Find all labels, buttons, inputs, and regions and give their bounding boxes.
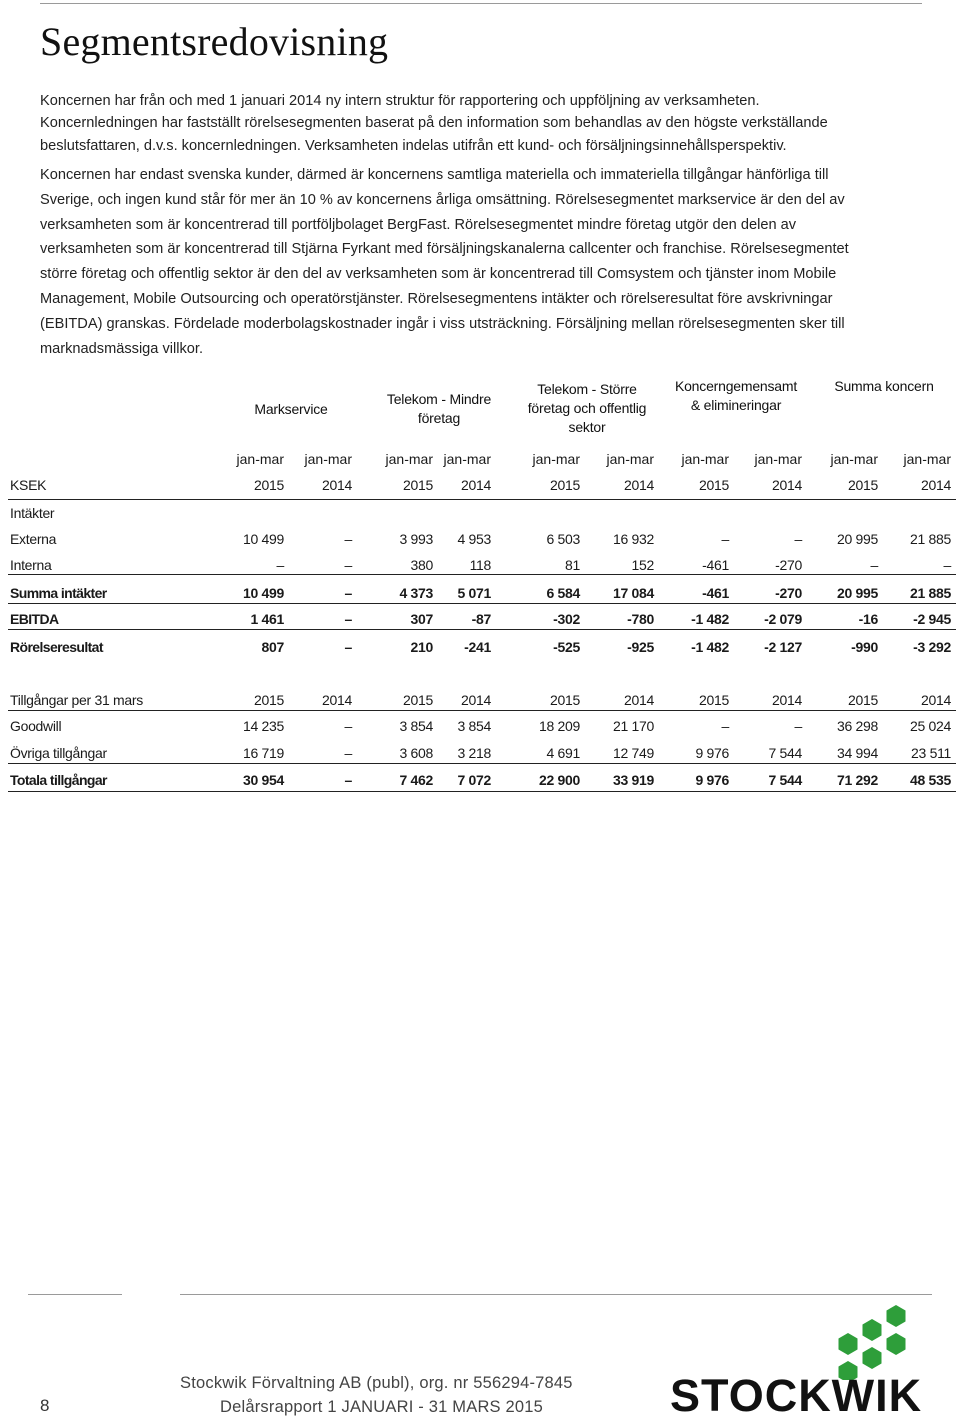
value-cell: 2015 [848,692,878,708]
value-cell: -3 292 [913,639,951,655]
value-cell: – [344,585,352,601]
value-cell: 2014 [921,692,951,708]
value-cell: 2015 [550,692,580,708]
value-cell: 3 993 [399,531,433,547]
value-cell: -525 [553,639,580,655]
value-cell: 2015 [699,692,729,708]
row-label: Intäkter [10,505,55,521]
row-label: Rörelseresultat [10,639,103,655]
value-cell: 16 932 [612,531,654,547]
value-cell: 3 854 [457,718,491,734]
intro-line: beslutsfattaren, d.v.s. koncernledningen. Verksamheten indelas utifrån ett kund- och försäljningsinnehållsperspektiv. [40,137,787,154]
value-cell: – [344,557,352,573]
value-cell: – [276,557,284,573]
table-rule [8,603,956,604]
body-line: marknadsmässiga villkor. [40,340,204,357]
logo-hexagon [863,1319,882,1341]
segment-header-line: Koncerngemensamt [674,378,798,394]
value-cell: 2015 [254,692,284,708]
row-label: Interna [10,557,52,573]
value-cell: 4 373 [399,585,433,601]
body-line: större företag och offentlig sektor är den del av verksamheten som är koncentrerad till Comsystem och tjänster inom Mobile [40,266,837,283]
value-cell: 307 [410,611,433,627]
body-line: Sverige, och ingen kund står för mer än 10 % av koncernens årliga omsättning. Rörelsesegmentet markservice är den del av [40,191,845,208]
segment-header-line: företag [417,410,461,426]
value-cell: 2014 [624,692,654,708]
value-cell: 2014 [624,477,654,493]
period-cell: jan-mar [830,451,878,467]
value-cell: -461 [702,557,729,573]
footer-rule-right [180,1294,932,1295]
value-cell: 9 976 [695,772,729,788]
segment-header-line: Telekom - Större [537,381,637,397]
table-rule [8,574,956,575]
body-line: verksamheten som är koncentrerad till Stjärna Fyrkant med försäljningskanalerna callcenter och franchise. Rörelsesegmentet [40,241,849,258]
value-cell: 30 954 [242,772,284,788]
value-cell: 2014 [921,477,951,493]
intro-line: Koncernen har från och med 1 januari 2014 ny intern struktur för rapportering och uppföljning av verksamheten. [40,93,760,109]
value-cell: 1 461 [250,611,284,627]
row-label: KSEK [10,477,47,493]
value-cell: – [794,531,802,547]
value-cell: 5 071 [457,585,491,601]
value-cell: – [344,611,352,627]
value-cell: -990 [851,639,878,655]
value-cell: 17 084 [612,585,654,601]
row-label: Summa intäkter [10,585,107,601]
value-cell: 210 [410,639,433,655]
value-cell: 118 [469,557,491,573]
value-cell: – [794,718,802,734]
segment-header [507,380,667,437]
value-cell: – [344,639,352,655]
value-cell: -2 079 [764,611,802,627]
row-label: Goodwill [10,718,62,734]
value-cell: 9 976 [695,745,729,761]
footer-company: Stockwik Förvaltning AB (publ), org. nr 556294-7845 [180,1374,573,1392]
segment-header [211,400,371,419]
value-cell: – [344,718,352,734]
body-line: (EBITDA) granskas. Fördelade moderbolagskostnader ingår i viss utsträckning. Försäljning mellan rörelsesegmenten sker till [40,315,845,332]
table-rule [8,791,956,792]
value-cell: 36 298 [836,718,878,734]
segment-header-line: Summa koncern [834,378,934,394]
value-cell: 2015 [403,692,433,708]
value-cell: -1 482 [691,611,729,627]
segment-header-line: företag och offentlig [527,400,647,416]
value-cell: -241 [464,639,491,655]
value-cell: 25 024 [909,718,951,734]
segment-header-line: & elimineringar [690,397,782,413]
stockwik-logo-text: STOCKWIK [670,1370,923,1421]
value-cell: -270 [775,557,802,573]
value-cell: 12 749 [612,745,654,761]
value-cell: 23 511 [911,745,951,761]
value-cell: 2014 [772,477,802,493]
body-line: verksamheten som är koncentrerad till portföljbolaget BergFast. Rörelsesegmentet mindre företag utgör den delen av [40,216,797,233]
table-rule [8,710,956,711]
value-cell: -2 945 [913,611,951,627]
table-rule [8,763,956,764]
logo-hexagon [863,1347,882,1369]
ksek-header-row [0,477,960,499]
intro-line: Koncernledningen har fastställt rörelsesegmenten baserat på den information som behandlas av den högste verkställande [40,115,828,132]
value-cell: 2014 [322,477,352,493]
footer-rule-left [28,1294,122,1295]
value-cell: -925 [627,639,654,655]
page-number: 8 [40,1396,50,1415]
value-cell: 21 170 [612,718,654,734]
intro-paragraph [40,90,920,157]
body-paragraph [40,163,925,361]
value-cell: 2015 [848,477,878,493]
period-cell: jan-mar [606,451,654,467]
value-cell: 6 584 [546,585,580,601]
period-cell: jan-mar [754,451,802,467]
table-rule [8,499,956,500]
value-cell: 10 499 [242,585,284,601]
value-cell: 14 235 [242,718,284,734]
value-cell: 21 885 [909,531,951,547]
period-cell: jan-mar [304,451,352,467]
value-cell: – [344,745,352,761]
period-cell: jan-mar [236,451,284,467]
value-cell: 2014 [461,477,491,493]
logo-hexagon [839,1333,858,1355]
value-cell: – [721,718,729,734]
value-cell: 2014 [772,692,802,708]
value-cell: 4 691 [546,745,580,761]
table-row [0,639,960,661]
period-cell: jan-mar [443,451,491,467]
segment-header-line: Telekom - Mindre [386,391,492,407]
value-cell: – [344,772,352,788]
value-cell: 3 218 [457,745,491,761]
table-row [0,557,960,579]
body-line: Koncernen har endast svenska kunder, därmed är koncernens samtliga materiella och immateriella tillgångar hänförliga till [40,167,829,183]
value-cell: 7 462 [399,772,433,788]
stockwik-logo-icon [822,1300,922,1380]
value-cell: 81 [565,557,580,573]
value-cell: -1 482 [691,639,729,655]
page-title: Segmentsredovisning [40,19,389,64]
value-cell: 33 919 [612,772,654,788]
value-cell: 2015 [550,477,580,493]
value-cell: -302 [553,611,580,627]
value-cell: – [870,557,878,573]
value-cell: 7 072 [457,772,491,788]
period-cell: jan-mar [681,451,729,467]
value-cell: 21 885 [909,585,951,601]
value-cell: 20 995 [836,531,878,547]
row-label: Totala tillgångar [10,772,107,788]
value-cell: 7 544 [768,745,802,761]
segment-header-line: Markservice [254,401,328,417]
value-cell: 2015 [254,477,284,493]
value-cell: -87 [471,611,491,627]
value-cell: 34 994 [836,745,878,761]
value-cell: 2014 [461,692,491,708]
table-rule [8,629,956,630]
value-cell: 4 953 [457,531,491,547]
value-cell: 7 544 [768,772,802,788]
value-cell: – [943,557,951,573]
period-cell: jan-mar [385,451,433,467]
segment-header-line: sektor [568,419,606,435]
period-cell: jan-mar [532,451,580,467]
value-cell: 71 292 [836,772,878,788]
value-cell: 2015 [699,477,729,493]
value-cell: 22 900 [538,772,580,788]
section-label-row [0,505,960,527]
segment-header [804,377,960,396]
table-row [0,718,960,740]
value-cell: 2014 [322,692,352,708]
value-cell: 152 [631,557,654,573]
period-row [0,451,960,471]
table-row [0,531,960,553]
value-cell: -780 [627,611,654,627]
value-cell: – [721,531,729,547]
value-cell: -270 [775,585,802,601]
period-cell: jan-mar [903,451,951,467]
logo-hexagon [887,1305,906,1327]
value-cell: 3 854 [399,718,433,734]
value-cell: 48 535 [909,772,951,788]
value-cell: 20 995 [836,585,878,601]
top-rule [40,3,922,4]
body-line: Management, Mobile Outsourcing och operatörstjänster. Rörelsesegmentens intäkter och rörelseresultat före avskrivningar [40,290,833,307]
value-cell: – [344,531,352,547]
value-cell: 18 209 [538,718,580,734]
segment-header [656,377,816,415]
row-label: Tillgångar per 31 mars [10,692,143,708]
value-cell: 10 499 [242,531,284,547]
value-cell: -2 127 [764,639,802,655]
row-label: Övriga tillgångar [10,745,107,761]
value-cell: 6 503 [546,531,580,547]
segment-header [359,390,519,428]
row-label: EBITDA [10,611,59,627]
value-cell: 2015 [403,477,433,493]
logo-hexagon [887,1333,906,1355]
value-cell: 380 [410,557,433,573]
value-cell: 807 [261,639,284,655]
value-cell: -461 [702,585,729,601]
value-cell: 3 608 [399,745,433,761]
value-cell: 16 719 [242,745,284,761]
value-cell: -16 [858,611,878,627]
footer-report: Delårsrapport 1 JANUARI - 31 MARS 2015 [220,1398,544,1416]
row-label: Externa [10,531,57,547]
